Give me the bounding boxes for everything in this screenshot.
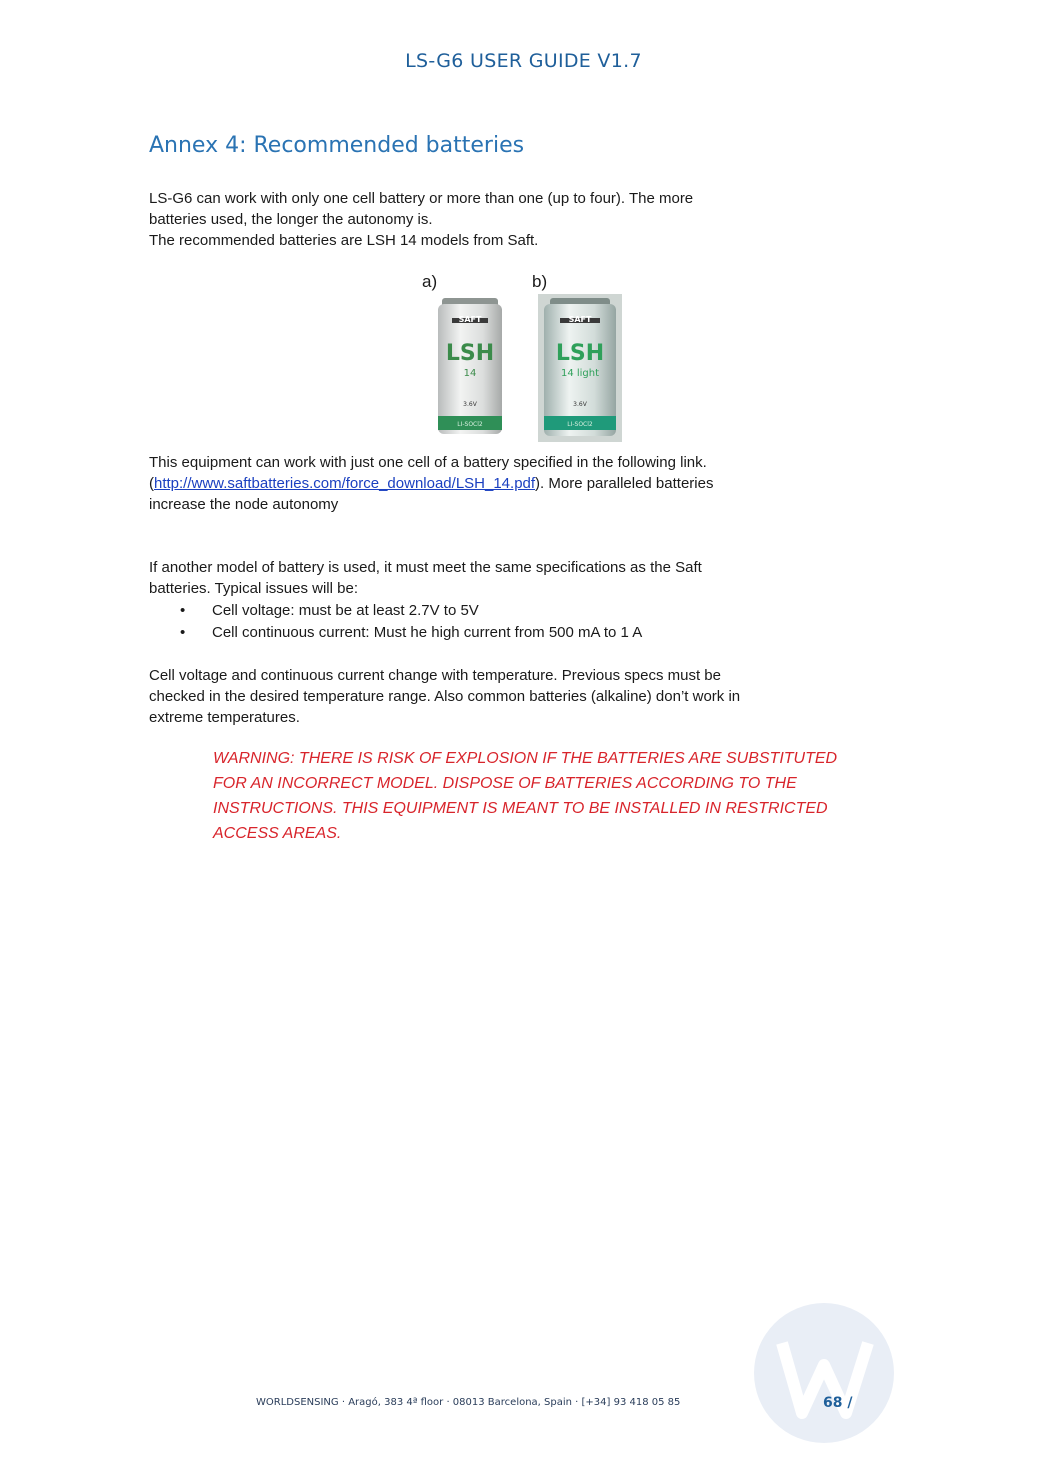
equipment-line-2: (http://www.saftbatteries.com/force_download/LSH_14.pdf). More paralleled batteries (149, 475, 714, 492)
figure-label-a: a) (422, 272, 438, 291)
list-item-text: Cell continuous current: Must he high current from 500 mA to 1 A (212, 624, 643, 641)
warning-line-1: WARNING: THERE IS RISK OF EXPLOSION IF THE BATTERIES ARE SUBSTITUTED (213, 750, 838, 767)
list-item (178, 600, 642, 622)
warning-line-3: INSTRUCTIONS. THIS EQUIPMENT IS MEANT TO BE INSTALLED IN RESTRICTED (213, 800, 828, 817)
saft-datasheet-link[interactable]: http://www.saftbatteries.com/force_download/LSH_14.pdf (154, 475, 536, 492)
page-header-title: LS-G6 USER GUIDE V1.7 (405, 50, 642, 72)
temperature-line-1: Cell voltage and continuous current change with temperature. Previous specs must be (149, 667, 721, 684)
intro-paragraph (149, 188, 909, 251)
other-model-line-2: batteries. Typical issues will be: (149, 580, 358, 597)
bullet-icon: • (180, 602, 186, 619)
battery-a-band: LI-SOCl2 (457, 421, 483, 428)
warning-line-2: FOR AN INCORRECT MODEL. DISPOSE OF BATTERIES ACCORDING TO THE (213, 775, 797, 792)
battery-a-voltage: 3.6V (463, 401, 477, 408)
intro-line-3: The recommended batteries are LSH 14 models from Saft. (149, 232, 539, 249)
intro-line-2: batteries used, the longer the autonomy is. (149, 211, 433, 228)
battery-a-sub: 14 (463, 368, 477, 379)
battery-b-brand: SAFT (568, 315, 592, 324)
footer-address (256, 1397, 680, 1408)
warning-notice (213, 746, 913, 846)
equipment-line-3: increase the node autonomy (149, 496, 339, 513)
battery-b-model: LSH (555, 341, 605, 366)
temperature-line-2: checked in the desired temperature range. Also common batteries (alkaline) don’t work in (149, 688, 741, 705)
page-number: 68 / (823, 1395, 853, 1411)
warning-line-4: ACCESS AREAS. (213, 825, 342, 842)
battery-a-image (434, 294, 506, 442)
battery-a-brand: SAFT (458, 315, 482, 324)
temperature-line-3: extreme temperatures. (149, 709, 300, 726)
battery-b-band: LI-SOCl2 (567, 421, 593, 428)
figure-label-b: b) (532, 272, 548, 291)
equipment-line-2-tail: ). More paralleled batteries (535, 475, 714, 492)
footer-company: WORLDSENSING (256, 1397, 339, 1408)
battery-a-model: LSH (445, 341, 495, 366)
footer-contact: · Aragó, 383 4ª floor · 08013 Barcelona, Spain · [+34] 93 418 05 85 (338, 1397, 681, 1408)
issues-list (178, 600, 642, 644)
equipment-paragraph (149, 452, 909, 515)
battery-b-sub: 14 light (560, 368, 600, 379)
battery-figure (420, 272, 640, 442)
temperature-paragraph (149, 665, 909, 728)
other-model-paragraph (149, 557, 909, 599)
battery-b-voltage: 3.6V (573, 401, 587, 408)
intro-line-1: LS-G6 can work with only one cell battery or more than one (up to four). The more (149, 190, 694, 207)
battery-b-image (538, 294, 622, 442)
annex-title: Annex 4: Recommended batteries (149, 133, 525, 158)
equipment-line-1: This equipment can work with just one cell of a battery specified in the following link. (149, 454, 707, 471)
list-item (178, 622, 642, 644)
bullet-icon: • (180, 624, 186, 641)
list-item-text: Cell voltage: must be at least 2.7V to 5V (212, 602, 479, 619)
worldsensing-watermark-logo (752, 1295, 902, 1455)
other-model-line-1: If another model of battery is used, it must meet the same specifications as the Saft (149, 559, 702, 576)
